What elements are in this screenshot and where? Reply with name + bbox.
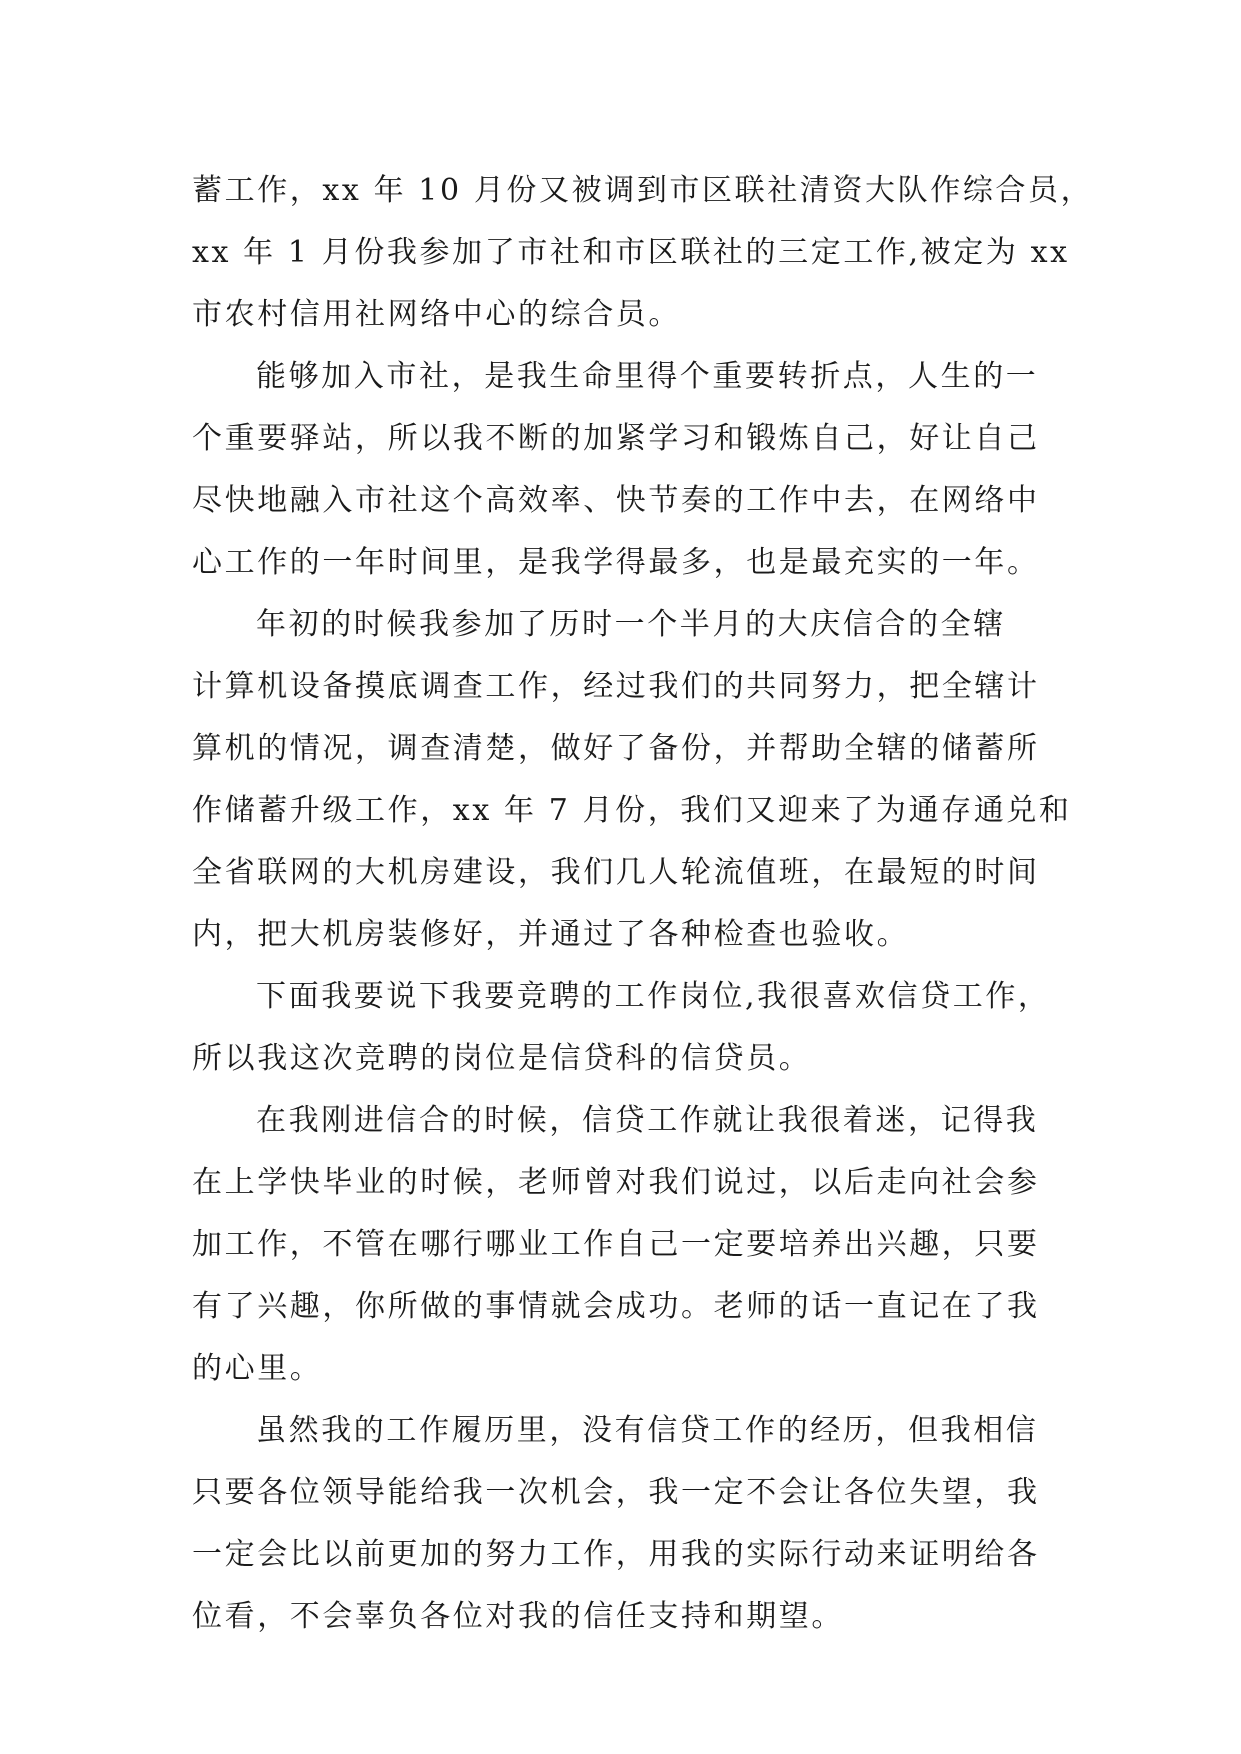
text-line: 只要各位领导能给我一次机会，我一定不会让各位失望，我 xyxy=(192,1475,1040,1510)
text-line: 算机的情况，调查清楚，做好了备份，并帮助全辖的储蓄所 xyxy=(192,731,1040,766)
paragraph-first-line: 下面我要说下我要竞聘的工作岗位,我很喜欢信贷工作， xyxy=(256,979,1051,1014)
text-line: 一定会比以前更加的努力工作，用我的实际行动来证明给各 xyxy=(192,1537,1040,1572)
paragraph-first-line: 能够加入市社，是我生命里得个重要转折点，人生的一 xyxy=(256,359,1039,394)
text-line: 全省联网的大机房建设，我们几人轮流值班，在最短的时间 xyxy=(192,855,1040,890)
text-line: 蓄工作，xx 年 10 月份又被调到市区联社清资大队作综合员， xyxy=(192,173,1094,208)
text-line: 尽快地融入市社这个高效率、快节奏的工作中去，在网络中 xyxy=(192,483,1040,518)
paragraph-first-line: 在我刚进信合的时候，信贷工作就让我很着迷，记得我 xyxy=(256,1103,1039,1138)
paragraph-first-line: 年初的时候我参加了历时一个半月的大庆信合的全辖 xyxy=(256,607,1006,642)
text-line: 计算机设备摸底调查工作，经过我们的共同努力，把全辖计 xyxy=(192,669,1040,704)
text-line: 加工作，不管在哪行哪业工作自己一定要培养出兴趣，只要 xyxy=(192,1227,1040,1262)
text-line: 内，把大机房装修好，并通过了各种检查也验收。 xyxy=(192,917,910,952)
text-line: 位看，不会辜负各位对我的信任支持和期望。 xyxy=(192,1599,844,1634)
text-line: 有了兴趣，你所做的事情就会成功。老师的话一直记在了我 xyxy=(192,1289,1040,1324)
text-line: 市农村信用社网络中心的综合员。 xyxy=(192,297,681,332)
text-line: 的心里。 xyxy=(192,1351,323,1386)
text-line: 个重要驿站，所以我不断的加紧学习和锻炼自己，好让自己 xyxy=(192,421,1040,456)
text-line: xx 年 1 月份我参加了市社和市区联社的三定工作,被定为 xx xyxy=(192,235,1070,270)
text-line: 作储蓄升级工作，xx 年 7 月份，我们又迎来了为通存通兑和 xyxy=(192,793,1072,828)
paragraph-first-line: 虽然我的工作履历里，没有信贷工作的经历，但我相信 xyxy=(256,1413,1039,1448)
text-line: 在上学快毕业的时候，老师曾对我们说过，以后走向社会参 xyxy=(192,1165,1040,1200)
document-body xyxy=(192,160,1094,1648)
text-line: 心工作的一年时间里，是我学得最多，也是最充实的一年。 xyxy=(192,545,1040,580)
text-line: 所以我这次竞聘的岗位是信贷科的信贷员。 xyxy=(192,1041,812,1076)
